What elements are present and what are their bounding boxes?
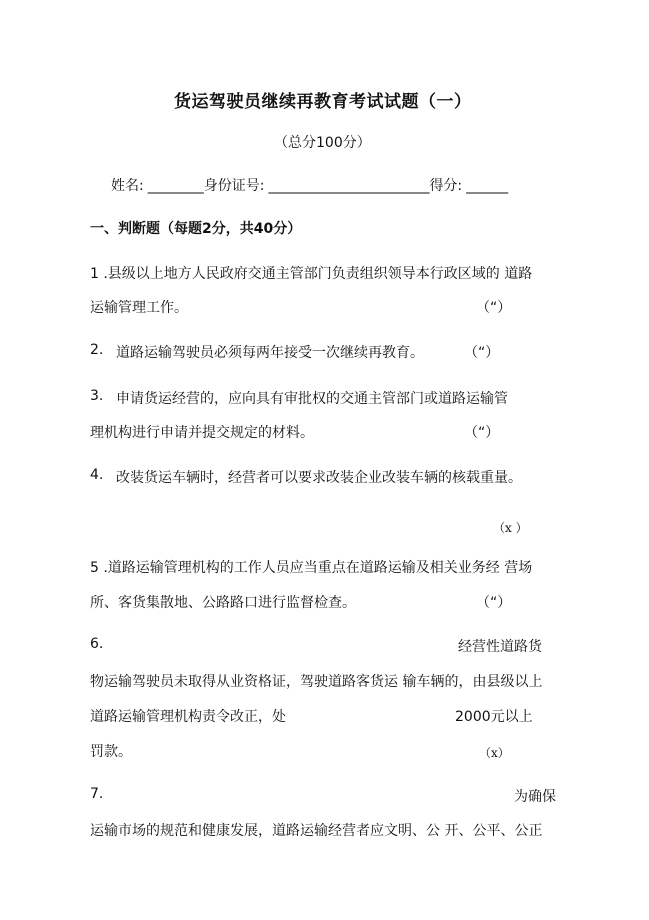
score-field[interactable]: ______ <box>466 178 509 194</box>
question-1-mark: （“） <box>476 300 512 316</box>
question-7-line2: 运输市场的规范和健康发展，道路运输经营者应文明、公 开、公平、公正 <box>90 823 543 839</box>
question-3-mark: （“） <box>464 425 500 441</box>
info-line <box>111 175 508 195</box>
name-label: 姓名: <box>111 178 144 194</box>
question-7-number: 7. <box>90 786 104 802</box>
question-4-number: 4. <box>90 467 104 483</box>
question-2-mark: （“） <box>464 345 500 361</box>
question-2-number: 2. <box>90 342 104 358</box>
question-3-line1: 申请货运经营的，应向具有审批权的交通主管部门或道路运输管 <box>116 391 508 407</box>
question-1-line2: 运输管理工作。 <box>90 300 188 316</box>
question-6-line1: 经营性道路货 <box>458 639 542 655</box>
question-3-line2: 理机构进行申请并提交规定的材料。 <box>90 425 314 441</box>
question-6-number: 6. <box>90 636 104 652</box>
question-6-amount: 2000元以上 <box>455 709 533 725</box>
name-field[interactable]: ________ <box>147 178 204 194</box>
question-2-line1: 道路运输驾驶员必须每两年接受一次继续再教育。 <box>116 345 424 361</box>
question-4-line1: 改装货运车辆时，经营者可以要求改装企业改装车辆的核载重量。 <box>116 470 522 486</box>
question-7-line1: 为确保 <box>514 789 556 805</box>
question-6-line2: 物运输驾驶员未取得从业资格证，驾驶道路客货运 输车辆的，由县级以上 <box>90 674 543 690</box>
question-4-mark: （x ） <box>493 521 528 535</box>
question-6-line4: 罚款。 <box>90 744 132 760</box>
question-5-line1: 5 .道路运输管理机构的工作人员应当重点在道路运输及相关业务经 营场 <box>90 560 533 576</box>
question-5-mark: （“） <box>476 595 512 611</box>
total-score: （总分100分） <box>274 135 371 151</box>
question-6-line3: 道路运输管理机构责令改正，处 <box>90 709 286 725</box>
score-label: 得分: <box>429 178 463 194</box>
question-5-line2: 所、客货集散地、公路路口进行监督检查。 <box>90 595 356 611</box>
id-label: 身份证号: <box>203 178 265 194</box>
question-1-line1: 1 .县级以上地方人民政府交通主管部门负责组织领导本行政区域的 道路 <box>90 266 533 282</box>
page-title: 货运驾驶员继续再教育考试试题（一） <box>174 92 472 112</box>
section-heading: 一、判断题（每题2分，共40分） <box>90 221 302 237</box>
id-field[interactable]: _______________________ <box>268 178 430 194</box>
question-6-mark: （x） <box>479 746 510 760</box>
question-3-number: 3. <box>90 388 104 404</box>
